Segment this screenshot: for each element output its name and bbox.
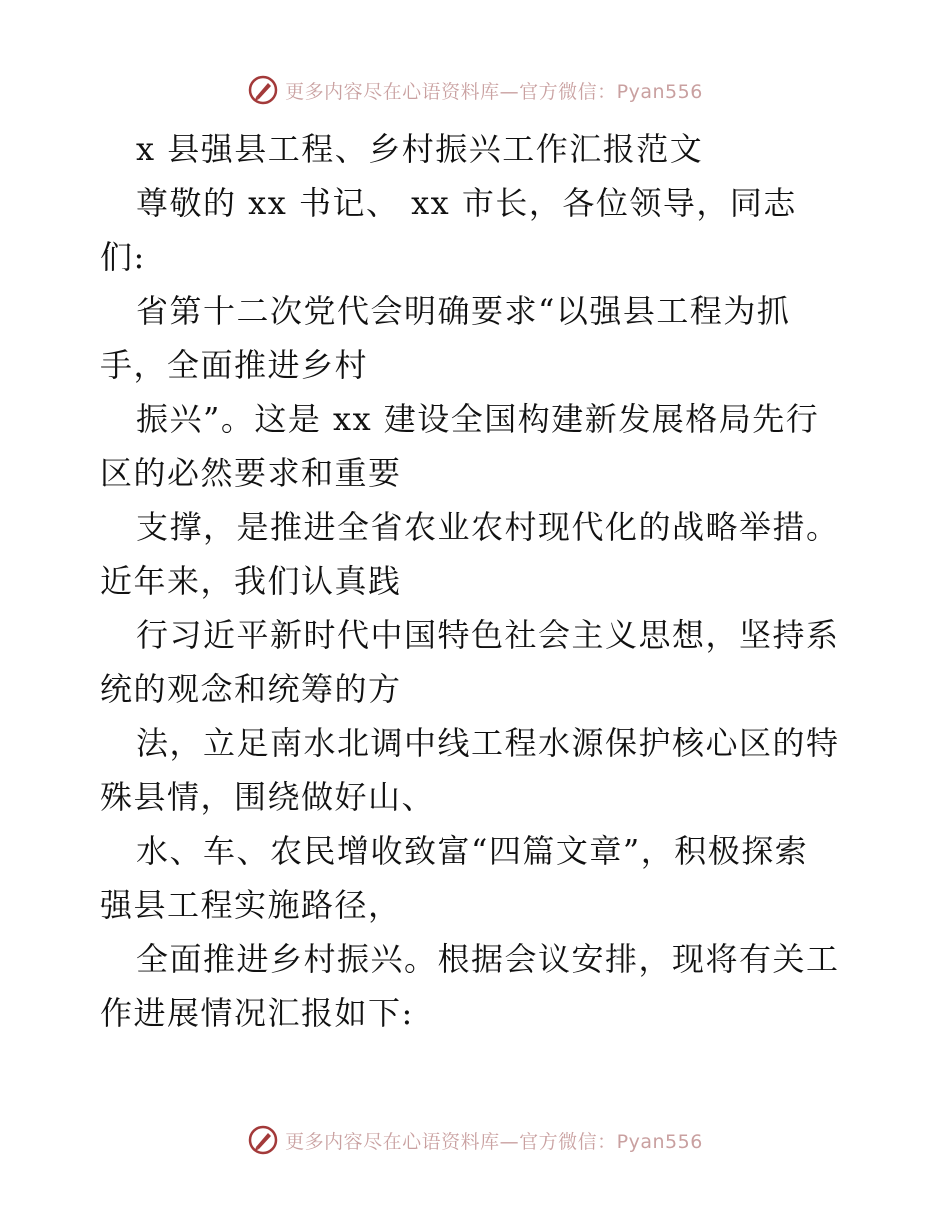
text-line: 作进展情况汇报如下: bbox=[100, 994, 414, 1032]
text-line: 省第十二次党代会明确要求“以强县工程为抓 bbox=[136, 292, 791, 330]
text-line: 们: bbox=[100, 238, 146, 276]
header-watermark bbox=[0, 70, 950, 110]
footer-watermark bbox=[0, 1120, 950, 1160]
document-body bbox=[100, 122, 860, 1040]
text-line: 行习近平新时代中国特色社会主义思想，坚持系 bbox=[136, 616, 840, 654]
text-line: 全面推进乡村振兴。根据会议安排，现将有关工 bbox=[136, 940, 840, 978]
document-title: x 县强县工程、乡村振兴工作汇报范文 bbox=[136, 130, 704, 168]
watermark-text: 更多内容尽在心语资料库—官方微信：Pyan556 bbox=[285, 1130, 703, 1153]
text-line: 尊敬的 xx 书记、 xx 市长，各位领导，同志 bbox=[136, 184, 797, 222]
text-line: 区的必然要求和重要 bbox=[100, 454, 402, 492]
text-line: 殊县情，围绕做好山、 bbox=[100, 778, 436, 816]
text-line: 振兴”。这是 xx 建设全国构建新发展格局先行 bbox=[136, 400, 820, 438]
quill-pen-icon bbox=[247, 1124, 279, 1156]
text-line: 支撑，是推进全省农业农村现代化的战略举措。 bbox=[136, 508, 840, 546]
quill-pen-icon bbox=[247, 74, 279, 106]
text-line: 手，全面推进乡村 bbox=[100, 346, 369, 384]
text-line: 统的观念和统筹的方 bbox=[100, 670, 402, 708]
text-line: 水、车、农民增收致富“四篇文章”，积极探索 bbox=[136, 832, 809, 870]
text-line: 强县工程实施路径， bbox=[100, 886, 402, 924]
text-line: 法，立足南水北调中线工程水源保护核心区的特 bbox=[136, 724, 840, 762]
text-line: 近年来，我们认真践 bbox=[100, 562, 402, 600]
watermark-text: 更多内容尽在心语资料库—官方微信：Pyan556 bbox=[285, 80, 703, 103]
